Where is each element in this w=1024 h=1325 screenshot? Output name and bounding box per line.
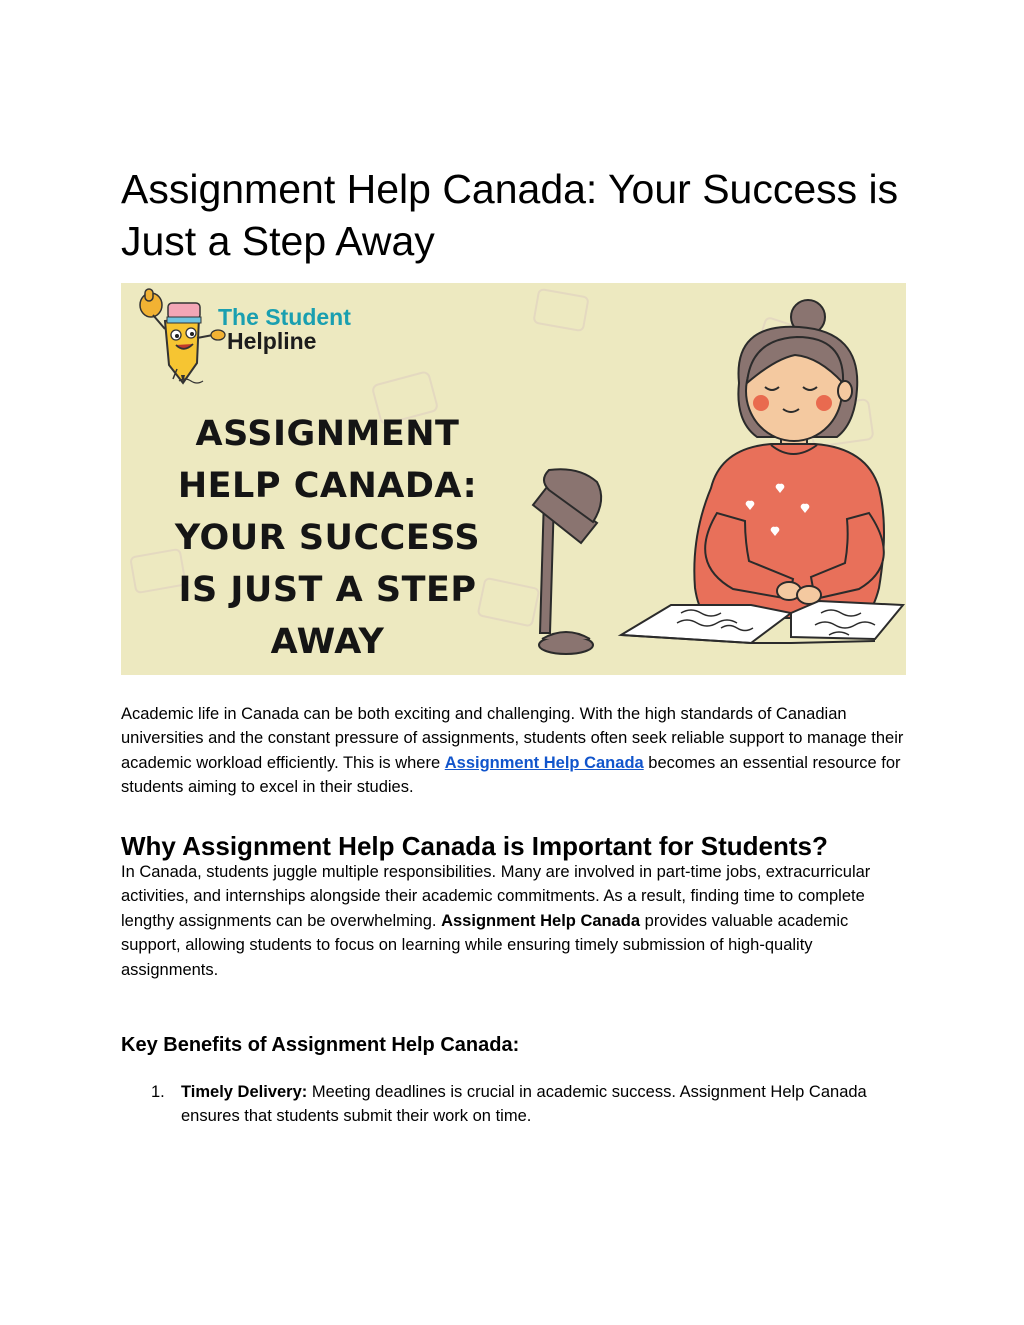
why-text-end: provides valuable academic support, allowing students to focus on learning while ensuring timely submission of high-quality assignments. — [121, 911, 849, 979]
brand-line-1: The Student — [218, 304, 351, 330]
list-item-text — [181, 1080, 911, 1129]
banner-headline-line: HELP CANADA: — [177, 466, 478, 506]
intro-text-end: becomes an essential resource for students aiming to excel in their studies. — [121, 753, 901, 797]
banner-headline-line: AWAY — [270, 622, 385, 662]
desk-lamp — [533, 469, 601, 654]
intro-paragraph — [121, 702, 911, 800]
why-bold-text: Assignment Help Canada — [441, 911, 641, 930]
girl-reading-illustration — [621, 300, 903, 643]
banner-headline-line: ASSIGNMENT — [195, 414, 460, 454]
brand-logo-text — [218, 305, 351, 353]
list-item-label: Timely Delivery: — [181, 1083, 308, 1101]
assignment-help-canada-link[interactable]: Assignment Help Canada — [444, 753, 644, 772]
list-item-number: 1. — [151, 1083, 165, 1101]
section-heading-benefits: Key Benefits of Assignment Help Canada: — [121, 1034, 520, 1056]
list-item-body: Meeting deadlines is crucial in academic success. Assignment Help Canada ensures that students submit their work on time. — [181, 1083, 867, 1126]
banner-headline-line: YOUR SUCCESS — [174, 518, 481, 558]
pencil-mascot-logo — [140, 289, 225, 383]
why-text-start: In Canada, students juggle multiple responsibilities. Many are involved in part-time jobs, extracurricular activities, and internships alongside their academic commitments. As a result, finding time to complete lengthy assignments can be overwhelming. — [121, 863, 871, 930]
brand-line-2: Helpline — [227, 328, 317, 354]
why-paragraph — [121, 860, 911, 982]
banner-headline-line: IS JUST A STEP — [178, 570, 477, 610]
hero-banner-image — [121, 283, 906, 675]
page-title: Assignment Help Canada: Your Success is Just a Step Away — [121, 166, 899, 264]
section-heading-why: Why Assignment Help Canada is Important for Students? — [121, 831, 828, 861]
banner-headline — [135, 408, 520, 668]
intro-text-start: Academic life in Canada can be both exciting and challenging. With the high standards of Canadian universities and the constant pressure of assignments, students often seek reliable support to manage their academic workload efficiently. This is where — [121, 705, 904, 772]
